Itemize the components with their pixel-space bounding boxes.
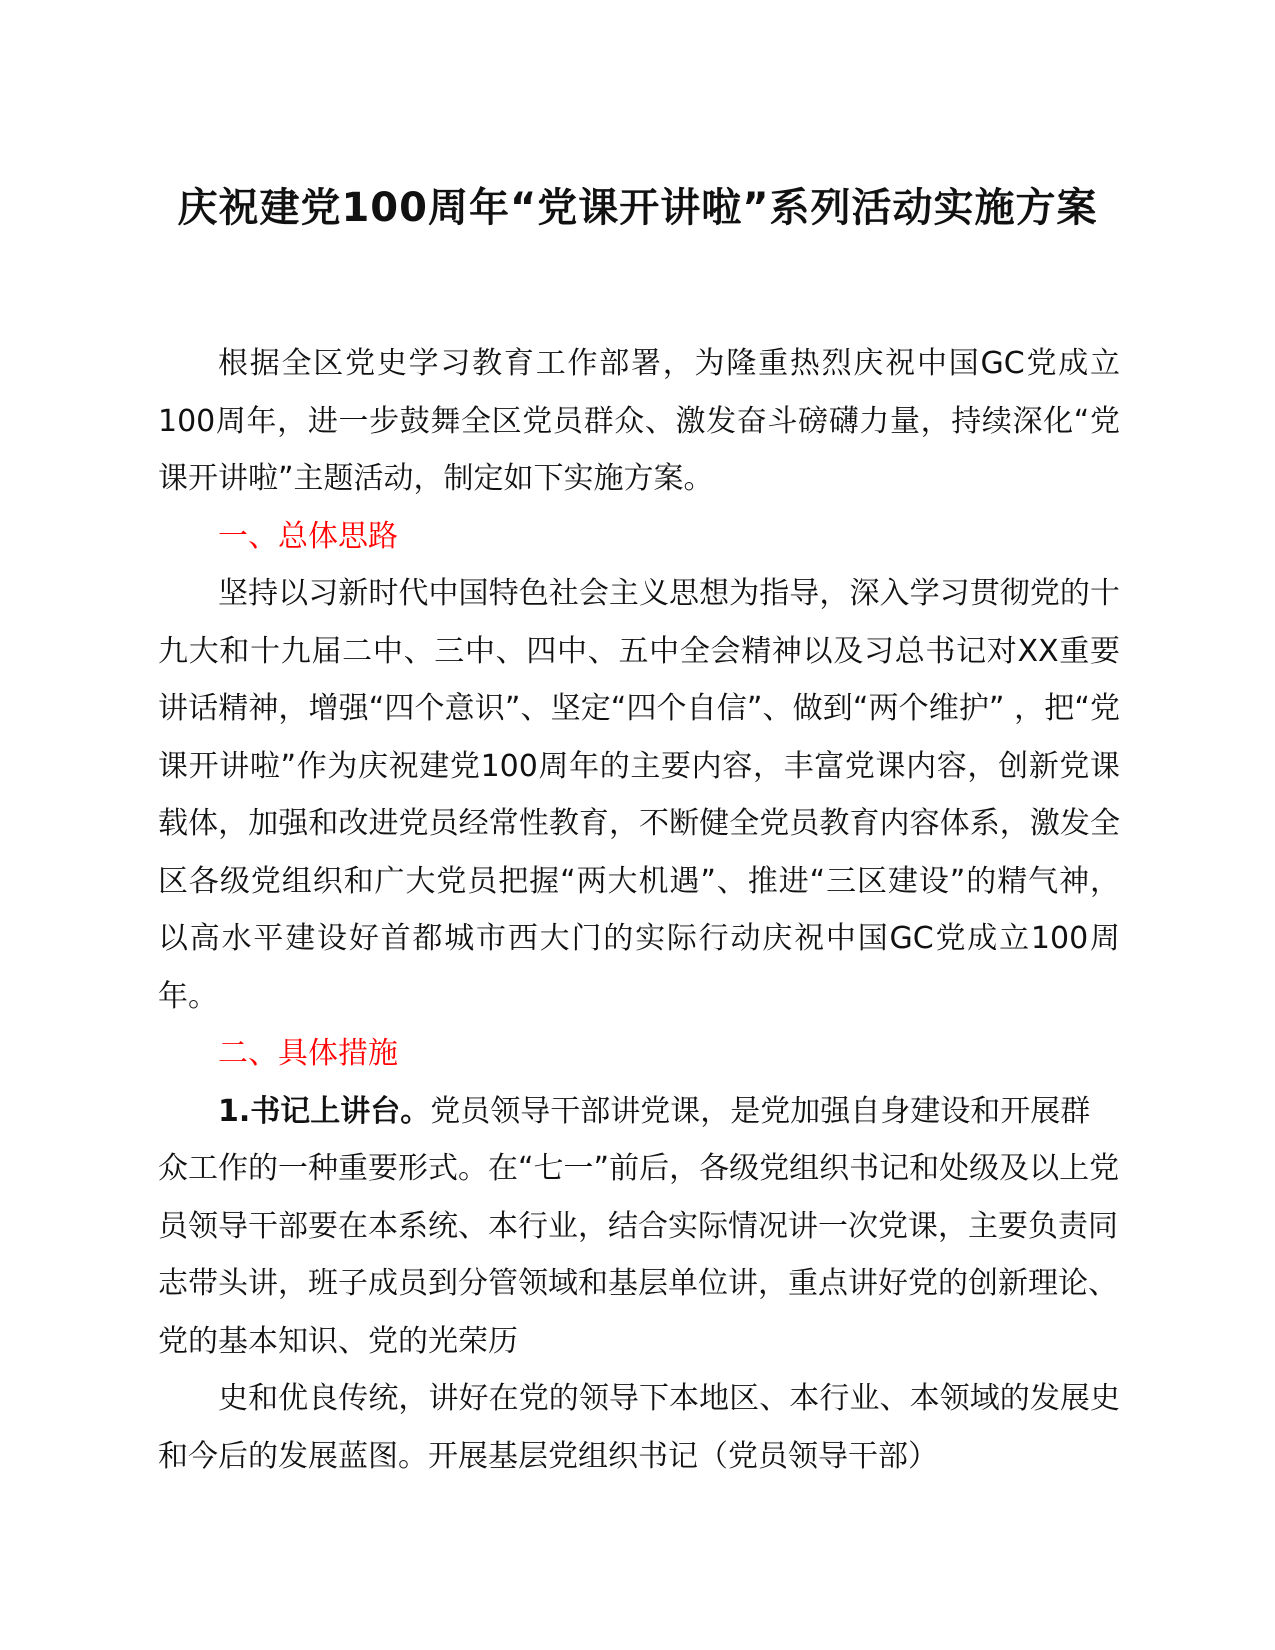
- overall-approach-paragraph: 坚持以习新时代中国特色社会主义思想为指导，深入学习贯彻党的十九大和十九届二中、三中、四中、五中全会精神以及习总书记对XX重要讲话精神，增强“四个意识”、坚定“四个自信”、做到“两个维护” ，把“党课开讲啦”作为庆祝建党100周年的主要内容，丰富党课内容，创新党课载体，加强和改进党员经常性教育，不断健全党员教育内容体系，激发全区各级党组织和广大党员把握“两大机遇”、推进“三区建设”的精气神，以高水平建设好首都城市西大门的实际行动庆祝中国GC党成立100周年。: [158, 576, 1120, 1014]
- measure-1-lead: 1.书记上讲台。: [218, 1093, 431, 1129]
- measure-1-text: 党员领导干部讲党课，是党加强自身建设和开展群众工作的一种重要形式。在“七一”前后，各级党组织书记和处级及以上党员领导干部要在本系统、本行业，结合实际情况讲一次党课，主要负责同志带头讲，班子成员到分管领域和基层单位讲，重点讲好党的创新理论、党的基本知识、党的光荣历: [158, 1093, 1120, 1359]
- section-heading-specific-measures: 二、具体措施: [218, 1036, 398, 1071]
- document-body: [158, 335, 1120, 1485]
- intro-paragraph: 根据全区党史学习教育工作部署，为隆重热烈庆祝中国GC党成立100周年，进一步鼓舞全区党员群众、激发奋斗磅礴力量，持续深化“党课开讲啦”主题活动，制定如下实施方案。: [158, 346, 1120, 496]
- measure-1-paragraph: [158, 1083, 1120, 1371]
- continuation-paragraph: 史和优良传统，讲好在党的领导下本地区、本行业、本领域的发展史和今后的发展蓝图。开展基层党组织书记（党员领导干部）: [158, 1381, 1120, 1474]
- document-title: 庆祝建党100周年“党课开讲啦”系列活动实施方案: [177, 185, 1098, 231]
- section-heading-overall-approach: 一、总体思路: [218, 518, 398, 554]
